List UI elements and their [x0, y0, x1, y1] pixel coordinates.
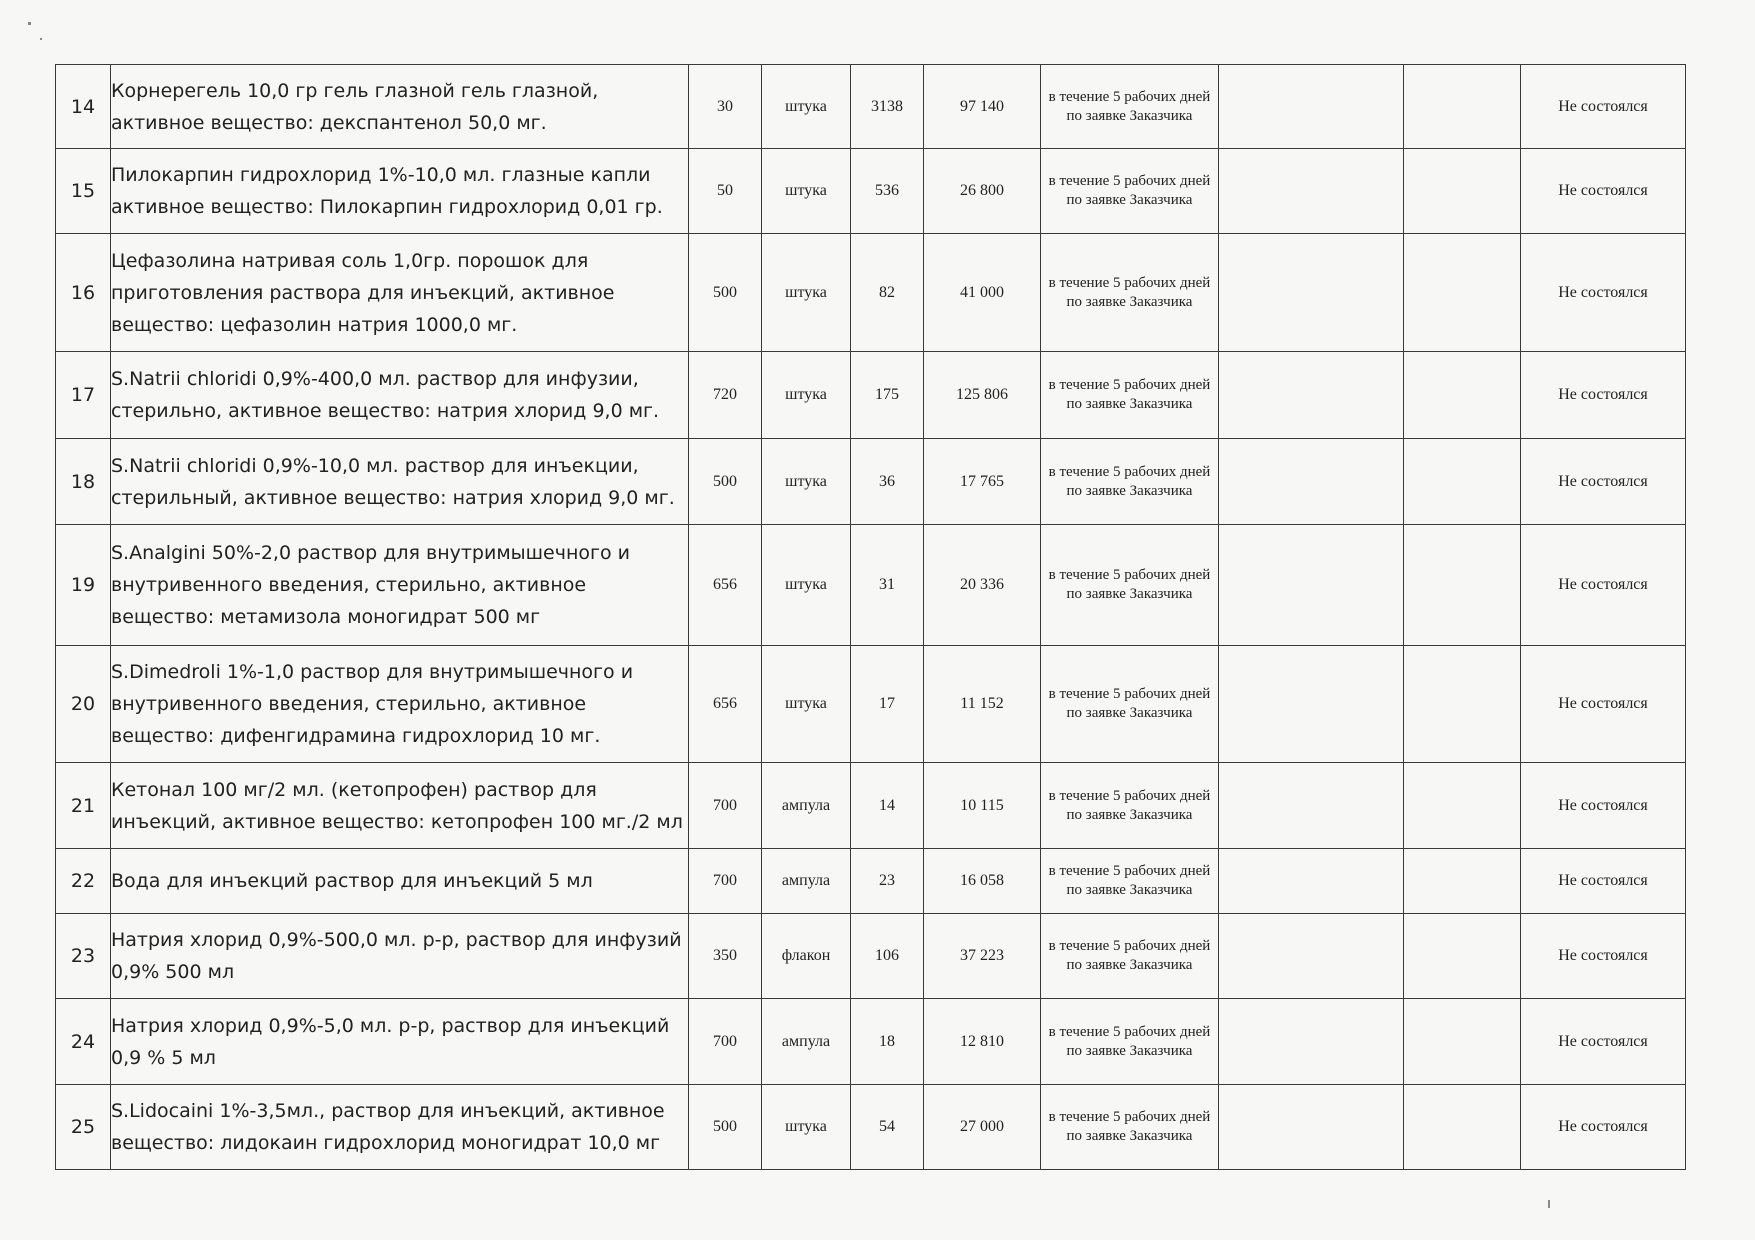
- total-sum: 41 000: [924, 234, 1041, 352]
- total-sum: 125 806: [924, 352, 1041, 439]
- status: Не состоялся: [1521, 914, 1686, 999]
- quantity: 720: [689, 352, 762, 439]
- total-sum: 12 810: [924, 999, 1041, 1085]
- unit: штука: [762, 234, 851, 352]
- empty-cell: [1219, 234, 1404, 352]
- empty-cell: [1219, 1085, 1404, 1170]
- empty-cell: [1219, 849, 1404, 914]
- empty-cell: [1219, 525, 1404, 646]
- table-body: [56, 65, 1686, 1170]
- delivery-term: в течение 5 рабочих дней по заявке Заказчика: [1041, 999, 1219, 1085]
- item-name: S.Dimedroli 1%-1,0 раствор для внутримышечного и внутривенного введения, стерильно, активное вещество: дифенгидрамина гидрохлорид 10 мг.: [111, 646, 689, 763]
- row-number: 23: [56, 914, 111, 999]
- delivery-term: в течение 5 рабочих дней по заявке Заказчика: [1041, 525, 1219, 646]
- unit: ампула: [762, 999, 851, 1085]
- delivery-term: в течение 5 рабочих дней по заявке Заказчика: [1041, 352, 1219, 439]
- unit: штука: [762, 149, 851, 234]
- unit-price: 536: [851, 149, 924, 234]
- table-row: [56, 65, 1686, 149]
- unit-price: 23: [851, 849, 924, 914]
- status: Не состоялся: [1521, 149, 1686, 234]
- delivery-term: в течение 5 рабочих дней по заявке Заказчика: [1041, 65, 1219, 149]
- total-sum: 27 000: [924, 1085, 1041, 1170]
- empty-cell: [1404, 149, 1521, 234]
- quantity: 700: [689, 849, 762, 914]
- quantity: 500: [689, 439, 762, 525]
- status: Не состоялся: [1521, 1085, 1686, 1170]
- item-name: Цефазолина натривая соль 1,0гр. порошок для приготовления раствора для инъекций, активное вещество: цефазолин натрия 1000,0 мг.: [111, 234, 689, 352]
- unit-price: 54: [851, 1085, 924, 1170]
- table-row: [56, 234, 1686, 352]
- empty-cell: [1219, 352, 1404, 439]
- status: Не состоялся: [1521, 439, 1686, 525]
- delivery-term: в течение 5 рабочих дней по заявке Заказчика: [1041, 439, 1219, 525]
- item-name: Натрия хлорид 0,9%-5,0 мл. р-р, раствор для инъекций 0,9 % 5 мл: [111, 999, 689, 1085]
- quantity: 656: [689, 525, 762, 646]
- table-row: [56, 763, 1686, 849]
- unit-price: 31: [851, 525, 924, 646]
- item-name: Корнерегель 10,0 гр гель глазной гель глазной, активное вещество: декспантенол 50,0 мг.: [111, 65, 689, 149]
- empty-cell: [1219, 999, 1404, 1085]
- unit-price: 3138: [851, 65, 924, 149]
- delivery-term: в течение 5 рабочих дней по заявке Заказчика: [1041, 1085, 1219, 1170]
- item-name: Вода для инъекций раствор для инъекций 5 мл: [111, 849, 689, 914]
- status: Не состоялся: [1521, 646, 1686, 763]
- total-sum: 20 336: [924, 525, 1041, 646]
- empty-cell: [1404, 439, 1521, 525]
- empty-cell: [1404, 999, 1521, 1085]
- unit-price: 82: [851, 234, 924, 352]
- row-number: 20: [56, 646, 111, 763]
- empty-cell: [1404, 646, 1521, 763]
- table-row: [56, 1085, 1686, 1170]
- row-number: 25: [56, 1085, 111, 1170]
- quantity: 656: [689, 646, 762, 763]
- total-sum: 11 152: [924, 646, 1041, 763]
- row-number: 24: [56, 999, 111, 1085]
- table-row: [56, 525, 1686, 646]
- delivery-term: в течение 5 рабочих дней по заявке Заказчика: [1041, 646, 1219, 763]
- scan-speck: [40, 38, 42, 40]
- total-sum: 17 765: [924, 439, 1041, 525]
- unit-price: 36: [851, 439, 924, 525]
- status: Не состоялся: [1521, 763, 1686, 849]
- row-number: 15: [56, 149, 111, 234]
- unit: ампула: [762, 849, 851, 914]
- unit-price: 14: [851, 763, 924, 849]
- item-name: S.Analgini 50%-2,0 раствор для внутримышечного и внутривенного введения, стерильно, активное вещество: метамизола моногидрат 500 мг: [111, 525, 689, 646]
- empty-cell: [1219, 646, 1404, 763]
- quantity: 500: [689, 234, 762, 352]
- table-row: [56, 849, 1686, 914]
- table-row: [56, 149, 1686, 234]
- delivery-term: в течение 5 рабочих дней по заявке Заказчика: [1041, 234, 1219, 352]
- empty-cell: [1219, 65, 1404, 149]
- status: Не состоялся: [1521, 352, 1686, 439]
- table-row: [56, 439, 1686, 525]
- unit-price: 18: [851, 999, 924, 1085]
- delivery-term: в течение 5 рабочих дней по заявке Заказчика: [1041, 914, 1219, 999]
- empty-cell: [1219, 439, 1404, 525]
- item-name: Натрия хлорид 0,9%-500,0 мл. р-р, раствор для инфузий 0,9% 500 мл: [111, 914, 689, 999]
- total-sum: 16 058: [924, 849, 1041, 914]
- quantity: 50: [689, 149, 762, 234]
- delivery-term: в течение 5 рабочих дней по заявке Заказчика: [1041, 849, 1219, 914]
- item-name: S.Natrii chloridi 0,9%-10,0 мл. раствор для инъекции, стерильный, активное вещество: натрия хлорид 9,0 мг.: [111, 439, 689, 525]
- item-name: Кетонал 100 мг/2 мл. (кетопрофен) раствор для инъекций, активное вещество: кетопрофен 100 мг./2 мл: [111, 763, 689, 849]
- unit: штука: [762, 65, 851, 149]
- unit: штука: [762, 352, 851, 439]
- empty-cell: [1219, 149, 1404, 234]
- row-number: 21: [56, 763, 111, 849]
- unit: штука: [762, 646, 851, 763]
- row-number: 18: [56, 439, 111, 525]
- quantity: 500: [689, 1085, 762, 1170]
- row-number: 17: [56, 352, 111, 439]
- total-sum: 97 140: [924, 65, 1041, 149]
- status: Не состоялся: [1521, 65, 1686, 149]
- empty-cell: [1219, 914, 1404, 999]
- status: Не состоялся: [1521, 849, 1686, 914]
- empty-cell: [1404, 234, 1521, 352]
- delivery-term: в течение 5 рабочих дней по заявке Заказчика: [1041, 149, 1219, 234]
- table-row: [56, 352, 1686, 439]
- row-number: 22: [56, 849, 111, 914]
- item-name: S.Lidocaini 1%-3,5мл., раствор для инъекций, активное вещество: лидокаин гидрохлорид моногидрат 10,0 мг: [111, 1085, 689, 1170]
- empty-cell: [1404, 525, 1521, 646]
- unit: штука: [762, 439, 851, 525]
- table-row: [56, 999, 1686, 1085]
- table-row: [56, 914, 1686, 999]
- item-name: Пилокарпин гидрохлорид 1%-10,0 мл. глазные капли активное вещество: Пилокарпин гидрохлорид 0,01 гр.: [111, 149, 689, 234]
- unit-price: 175: [851, 352, 924, 439]
- empty-cell: [1404, 65, 1521, 149]
- quantity: 700: [689, 999, 762, 1085]
- total-sum: 10 115: [924, 763, 1041, 849]
- scan-speck: [1548, 1200, 1550, 1208]
- status: Не состоялся: [1521, 234, 1686, 352]
- procurement-table: [55, 64, 1686, 1170]
- status: Не состоялся: [1521, 525, 1686, 646]
- empty-cell: [1404, 1085, 1521, 1170]
- unit: флакон: [762, 914, 851, 999]
- empty-cell: [1404, 914, 1521, 999]
- unit-price: 17: [851, 646, 924, 763]
- row-number: 16: [56, 234, 111, 352]
- quantity: 700: [689, 763, 762, 849]
- row-number: 14: [56, 65, 111, 149]
- scan-speck: [28, 22, 31, 25]
- unit-price: 106: [851, 914, 924, 999]
- table-row: [56, 646, 1686, 763]
- unit: штука: [762, 525, 851, 646]
- unit: ампула: [762, 763, 851, 849]
- empty-cell: [1404, 352, 1521, 439]
- empty-cell: [1219, 763, 1404, 849]
- empty-cell: [1404, 763, 1521, 849]
- quantity: 350: [689, 914, 762, 999]
- item-name: S.Natrii chloridi 0,9%-400,0 мл. раствор для инфузии, стерильно, активное вещество: натрия хлорид 9,0 мг.: [111, 352, 689, 439]
- total-sum: 26 800: [924, 149, 1041, 234]
- delivery-term: в течение 5 рабочих дней по заявке Заказчика: [1041, 763, 1219, 849]
- unit: штука: [762, 1085, 851, 1170]
- status: Не состоялся: [1521, 999, 1686, 1085]
- quantity: 30: [689, 65, 762, 149]
- empty-cell: [1404, 849, 1521, 914]
- row-number: 19: [56, 525, 111, 646]
- total-sum: 37 223: [924, 914, 1041, 999]
